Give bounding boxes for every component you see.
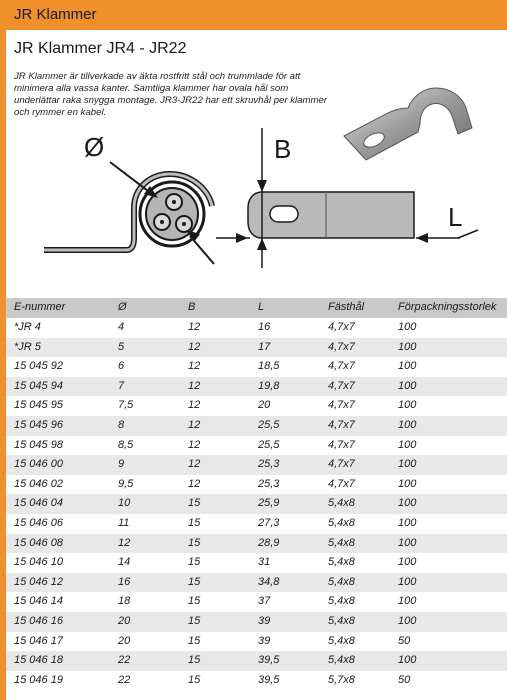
technical-drawing — [40, 118, 500, 288]
table-cell: 25,5 — [258, 418, 280, 431]
table-header-row — [6, 298, 507, 318]
table-cell: 100 — [398, 340, 417, 353]
table-cell: 100 — [398, 477, 417, 490]
table-cell: 39 — [258, 634, 271, 647]
table-cell: 100 — [398, 536, 417, 549]
table-cell: 7 — [118, 379, 125, 392]
table-cell: 12 — [188, 418, 201, 431]
table-cell: 12 — [188, 477, 201, 490]
column-header: Fästhål — [328, 301, 365, 313]
table-cell: 17 — [258, 340, 271, 353]
table-cell: 7,5 — [118, 399, 134, 412]
table-cell: 15 046 06 — [14, 516, 63, 529]
table-cell: 4,7x7 — [328, 360, 355, 373]
table-cell: 28,9 — [258, 536, 280, 549]
table-row — [6, 632, 507, 652]
table-cell: 15 046 02 — [14, 477, 63, 490]
table-row — [6, 396, 507, 416]
table-cell: 15 — [188, 516, 201, 529]
table-row — [6, 534, 507, 554]
header-bar — [0, 0, 507, 30]
table-cell: 5,4x8 — [328, 556, 355, 569]
table-cell: 27,3 — [258, 516, 280, 529]
table-cell: 100 — [398, 516, 417, 529]
table-row — [6, 475, 507, 495]
table-cell: 100 — [398, 399, 417, 412]
table-row — [6, 671, 507, 691]
table-cell: 6 — [118, 360, 125, 373]
table-cell: 5 — [118, 340, 125, 353]
table-cell: *JR 4 — [14, 321, 41, 333]
table-row — [6, 357, 507, 377]
table-cell: 20 — [118, 634, 131, 647]
table-row — [6, 612, 507, 632]
table-cell: 4 — [118, 321, 125, 333]
table-cell: 12 — [188, 379, 201, 392]
table-cell: 15 046 04 — [14, 497, 63, 510]
table-cell: 4,7x7 — [328, 477, 355, 490]
table-cell: 15 046 00 — [14, 458, 63, 471]
table-cell: 15 046 17 — [14, 634, 63, 647]
table-row — [6, 494, 507, 514]
table-cell: 4,7x7 — [328, 399, 355, 412]
table-cell: 100 — [398, 614, 417, 627]
table-cell: 5,4x8 — [328, 654, 355, 667]
table-cell: 12 — [188, 360, 201, 373]
table-cell: 11 — [118, 516, 130, 529]
table-cell: 5,4x8 — [328, 536, 355, 549]
table-cell: 4,7x7 — [328, 379, 355, 392]
table-cell: 50 — [398, 673, 411, 686]
table-cell: 9 — [118, 458, 125, 471]
table-row — [6, 553, 507, 573]
table-cell: 8,5 — [118, 438, 134, 451]
table-cell: 4,7x7 — [328, 418, 355, 431]
table-cell: 5,4x8 — [328, 575, 355, 588]
table-cell: 31 — [258, 556, 271, 569]
table-cell: 100 — [398, 360, 417, 373]
column-header: E-nummer — [14, 301, 66, 313]
table-cell: 4,7x7 — [328, 340, 355, 353]
table-cell: 15 — [188, 634, 201, 647]
table-cell: 12 — [188, 399, 201, 412]
table-row — [6, 436, 507, 456]
table-cell: 15 045 95 — [14, 399, 63, 412]
table-cell: 14 — [118, 556, 131, 569]
table-cell: 15 — [188, 497, 201, 510]
table-cell: 39,5 — [258, 654, 280, 667]
table-cell: 50 — [398, 634, 411, 647]
table-cell: 15 046 16 — [14, 614, 63, 627]
table-cell: 15 046 18 — [14, 654, 63, 667]
table-cell: 100 — [398, 418, 417, 431]
page-title: JR Klammer JR4 - JR22 — [14, 40, 187, 57]
l-dimension-label: L — [448, 202, 463, 232]
table-row — [6, 377, 507, 397]
table-cell: 5,4x8 — [328, 516, 355, 529]
table-cell: 15 — [188, 595, 201, 608]
table-cell: 15 046 12 — [14, 575, 63, 588]
table-cell: 20 — [258, 399, 271, 412]
table-cell: 20 — [118, 614, 131, 627]
table-row — [6, 573, 507, 593]
table-cell: 15 046 10 — [14, 556, 63, 569]
table-cell: *JR 5 — [14, 340, 41, 353]
table-cell: 12 — [188, 458, 201, 471]
table-cell: 16 — [118, 575, 131, 588]
table-cell: 12 — [188, 340, 201, 353]
table-cell: 4,7x7 — [328, 458, 355, 471]
table-cell: 100 — [398, 497, 417, 510]
table-row — [6, 455, 507, 475]
table-cell: 4,7x7 — [328, 321, 355, 333]
table-cell: 25,3 — [258, 458, 280, 471]
table-cell: 15 045 92 — [14, 360, 63, 373]
table-cell: 25,5 — [258, 438, 280, 451]
table-cell: 25,9 — [258, 497, 280, 510]
table-cell: 100 — [398, 379, 417, 392]
table-cell: 100 — [398, 556, 417, 569]
table-cell: 15 — [188, 654, 201, 667]
table-cell: 12 — [188, 438, 201, 451]
column-header: Förpackningsstorlek — [398, 301, 497, 313]
table-row — [6, 338, 507, 358]
table-cell: 15 — [188, 536, 201, 549]
table-cell: 4,7x7 — [328, 438, 355, 451]
specification-table — [6, 298, 507, 690]
product-description: JR Klammer är tillverkade av äkta rostfritt stål och trummlade för att minimera alla vassa kanter. Samtliga klammer har ovala hål som underlättar raka snygga montage. JR3-JR22 har ett skruvhål per klammer och rymmer en kabel. — [14, 71, 328, 118]
table-cell: 15 — [188, 673, 201, 686]
table-cell: 15 — [188, 614, 201, 627]
table-cell: 5,4x8 — [328, 497, 355, 510]
table-cell: 12 — [188, 321, 201, 333]
table-cell: 10 — [118, 497, 131, 510]
table-cell: 39,5 — [258, 673, 280, 686]
table-row — [6, 514, 507, 534]
table-cell: 39 — [258, 614, 271, 627]
table-cell: 22 — [118, 673, 131, 686]
table-cell: 34,8 — [258, 575, 280, 588]
table-cell: 9,5 — [118, 477, 134, 490]
table-cell: 22 — [118, 654, 131, 667]
table-cell: 15 045 96 — [14, 418, 63, 431]
table-cell: 5,4x8 — [328, 634, 355, 647]
table-cell: 100 — [398, 458, 417, 471]
diameter-label: Ø — [84, 132, 105, 162]
table-cell: 25,3 — [258, 477, 280, 490]
table-cell: 100 — [398, 654, 417, 667]
table-cell: 15 046 19 — [14, 673, 63, 686]
table-row — [6, 318, 507, 338]
b-dimension-label: B — [274, 134, 292, 164]
table-cell: 12 — [118, 536, 131, 549]
table-cell: 5,7x8 — [328, 673, 355, 686]
table-cell: 5,4x8 — [328, 595, 355, 608]
column-header: L — [258, 301, 265, 313]
table-cell: 15 — [188, 556, 201, 569]
header-title: JR Klammer — [14, 6, 97, 23]
table-cell: 5,4x8 — [328, 614, 355, 627]
table-cell: 18,5 — [258, 360, 280, 373]
table-cell: 37 — [258, 595, 271, 608]
table-cell: 15 045 98 — [14, 438, 63, 451]
table-row — [6, 416, 507, 436]
table-cell: 15 — [188, 575, 201, 588]
table-cell: 15 046 14 — [14, 595, 63, 608]
column-header: B — [188, 301, 196, 313]
table-cell: 16 — [258, 321, 271, 333]
table-cell: 8 — [118, 418, 125, 431]
table-cell: 100 — [398, 438, 417, 451]
table-cell: 18 — [118, 595, 131, 608]
table-cell: 15 046 08 — [14, 536, 63, 549]
table-cell: 19,8 — [258, 379, 280, 392]
table-row — [6, 592, 507, 612]
column-header: Ø — [118, 301, 127, 313]
table-cell: 100 — [398, 321, 417, 333]
table-cell: 100 — [398, 575, 417, 588]
table-row — [6, 651, 507, 671]
table-cell: 15 045 94 — [14, 379, 63, 392]
table-cell: 100 — [398, 595, 417, 608]
